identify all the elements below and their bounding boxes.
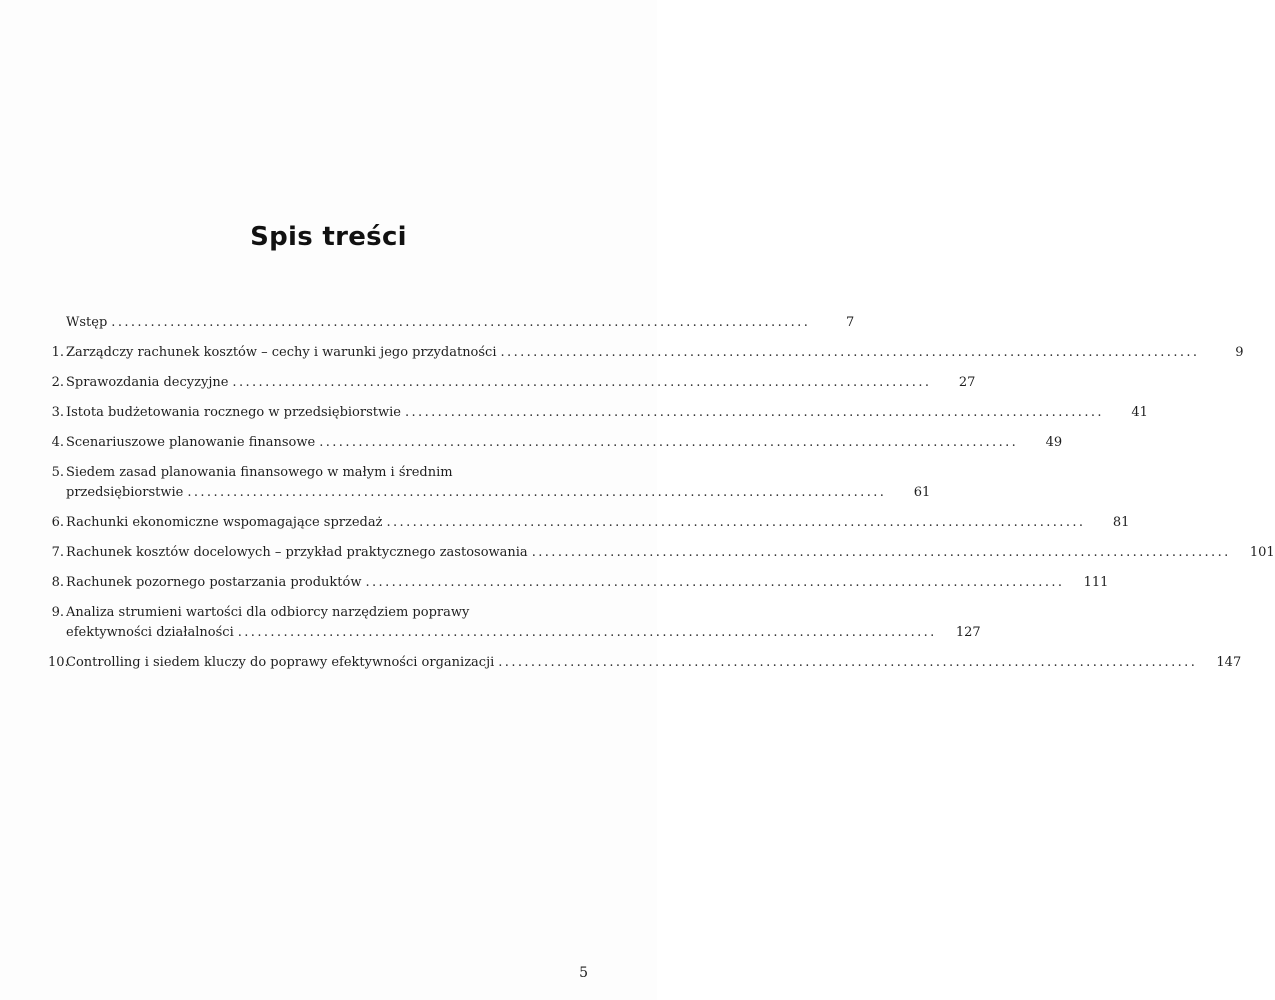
toc-entry-page: 147 [1216,655,1242,670]
toc-entry-title: Rachunki ekonomiczne wspomagające sprzedaż [66,515,383,530]
toc-entry-chapter-8[interactable] [48,573,1109,593]
toc-entry-title: Zarządczy rachunek kosztów – cechy i warunki jego przydatności [66,345,497,360]
toc-leader-dots: ........................................................................................................... [187,485,887,500]
toc-entry-page: 9 [1235,345,1244,360]
toc-entry-title-line-1: Analiza strumieni wartości dla odbiorcy narzędziem poprawy [66,605,470,620]
toc-entry-page: 127 [955,625,981,640]
page-number: 5 [579,965,588,981]
toc-entry-page: 111 [1083,575,1109,590]
toc-entry-number: 5. [51,465,64,480]
toc-entry-title: Sprawozdania decyzyjne [66,375,229,390]
toc-leader-dots: ........................................................................................................... [531,545,1231,560]
toc-entry-title-line-2: efektywności działalności [66,625,234,640]
toc-entry-number: 6. [51,515,64,530]
toc-leader-dots: ........................................................................................................... [232,375,932,390]
toc-entry-page: 41 [1131,405,1148,420]
toc-leader-dots: ........................................................................................................... [237,625,937,640]
toc-leader-dots: ........................................................................................................... [500,345,1200,360]
toc-entry-number: 1. [51,345,64,360]
toc-leader-dots: ........................................................................................................... [386,515,1086,530]
toc-entry-page: 7 [845,315,855,330]
toc-leader-dots: ........................................................................................................... [111,315,811,330]
toc-entry-number: 2. [51,375,64,390]
toc-entry-introduction[interactable] [48,313,855,333]
toc-entry-chapter-6[interactable] [48,513,1130,533]
toc-leader-dots: ........................................................................................................... [365,575,1065,590]
toc-entry-chapter-1[interactable] [48,343,1244,363]
toc-entry-page: 27 [958,375,976,390]
toc-entry-number: 9. [51,605,64,620]
toc-entry-number: 4. [51,435,64,450]
toc-entry-number: 7. [51,545,64,560]
toc-entry-page: 49 [1045,435,1063,450]
toc-entry-page: 81 [1112,515,1130,530]
toc-entry-chapter-5[interactable] [48,463,931,503]
toc-entry-chapter-9[interactable] [48,603,981,643]
toc-entry-title-line-2: przedsiębiorstwie [66,485,184,500]
toc-heading: Spis treści [250,222,407,252]
toc-entry-number: 3. [51,405,64,420]
toc-entry-page: 101 [1249,545,1275,560]
toc-entry-chapter-2[interactable] [48,373,976,393]
toc-entry-title-line-1: Siedem zasad planowania finansowego w małym i średnim [66,465,453,480]
toc-entry-chapter-10[interactable] [48,653,1242,673]
toc-leader-dots: ........................................................................................................... [404,405,1104,420]
toc-entry-chapter-7[interactable] [48,543,1275,563]
toc-entry-title: Rachunek kosztów docelowych – przykład praktycznego zastosowania [66,545,528,560]
toc-entry-title: Rachunek pozornego postarzania produktów [66,575,362,590]
toc-entry-title: Controlling i siedem kluczy do poprawy efektywności organizacji [66,655,495,670]
toc-entry-chapter-3[interactable] [48,403,1148,423]
toc-entry-title: Istota budżetowania rocznego w przedsiębiorstwie [66,405,401,420]
toc-entry-chapter-4[interactable] [48,433,1063,453]
toc-entry-number: 8. [51,575,64,590]
toc-entry-title: Scenariuszowe planowanie finansowe [66,435,316,450]
toc-entry-title: Wstęp [66,315,108,330]
toc-leader-dots: ........................................................................................................... [319,435,1019,450]
toc-entry-number: 10. [48,655,69,670]
toc-entry-page: 61 [913,485,931,500]
table-of-contents [48,313,1275,683]
toc-leader-dots: ........................................................................................................... [498,655,1198,670]
